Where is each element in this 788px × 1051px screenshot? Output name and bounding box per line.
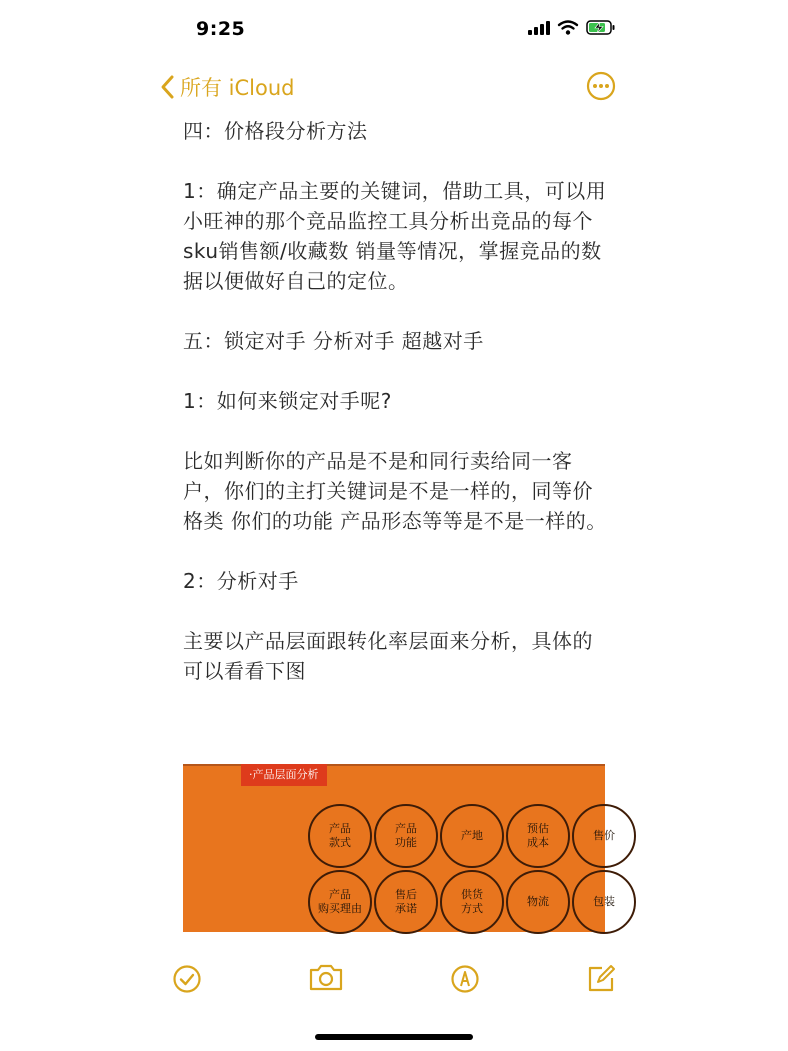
circle-node: 包装 xyxy=(572,870,636,934)
circle-node: 售价 xyxy=(572,804,636,868)
compose-icon xyxy=(586,964,616,994)
status-icons xyxy=(528,20,616,35)
checklist-icon xyxy=(172,964,202,994)
note-paragraph: 主要以产品层面跟转化率层面来分析，具体的可以看看下图 xyxy=(183,629,593,683)
camera-icon xyxy=(308,962,344,992)
embedded-image[interactable] xyxy=(183,764,615,932)
status-time: 9:25 xyxy=(196,18,246,40)
image-tag: ·产品层面分析 xyxy=(241,764,327,786)
battery-charging-icon xyxy=(586,20,616,35)
note-body[interactable] xyxy=(183,116,607,686)
note-paragraph: 比如判断你的产品是不是和同行卖给同一客户，你们的主打关键词是不是一样的，同等价格类 你们的功能 产品形态等等是不是一样的。 xyxy=(183,449,607,533)
circle-node: 产品 款式 xyxy=(308,804,372,868)
note-paragraph: 1：确定产品主要的关键词，借助工具，可以用小旺神的那个竞品监控工具分析出竞品的每个sku销售额/收藏数 销量等情况，掌握竞品的数据以便做好自己的定位。 xyxy=(183,179,607,293)
back-button[interactable] xyxy=(160,72,295,102)
markup-button[interactable] xyxy=(450,964,480,998)
signal-icon xyxy=(528,21,550,35)
bottom-toolbar xyxy=(0,960,788,1004)
status-bar xyxy=(0,0,788,60)
circle-node: 供货 方式 xyxy=(440,870,504,934)
wifi-icon xyxy=(558,20,578,35)
more-button[interactable] xyxy=(586,71,616,105)
circle-node: 售后 承诺 xyxy=(374,870,438,934)
circle-node: 预估 成本 xyxy=(506,804,570,868)
circle-node: 物流 xyxy=(506,870,570,934)
camera-button[interactable] xyxy=(308,962,344,996)
markup-pen-icon xyxy=(450,964,480,994)
home-indicator[interactable] xyxy=(315,1034,473,1040)
compose-button[interactable] xyxy=(586,964,616,998)
note-paragraph: 四：价格段分析方法 xyxy=(183,119,368,143)
circle-node: 产品 功能 xyxy=(374,804,438,868)
note-paragraph: 1：如何来锁定对手呢? xyxy=(183,389,392,413)
note-paragraph: 2：分析对手 xyxy=(183,569,299,593)
note-paragraph: 五：锁定对手 分析对手 超越对手 xyxy=(183,329,484,353)
navigation-bar xyxy=(0,66,788,108)
chevron-left-icon xyxy=(160,75,174,99)
circle-node: 产品 购买理由 xyxy=(308,870,372,934)
back-label: 所有 iCloud xyxy=(180,76,295,100)
circle-node: 产地 xyxy=(440,804,504,868)
checklist-button[interactable] xyxy=(172,964,202,998)
more-icon xyxy=(586,71,616,101)
